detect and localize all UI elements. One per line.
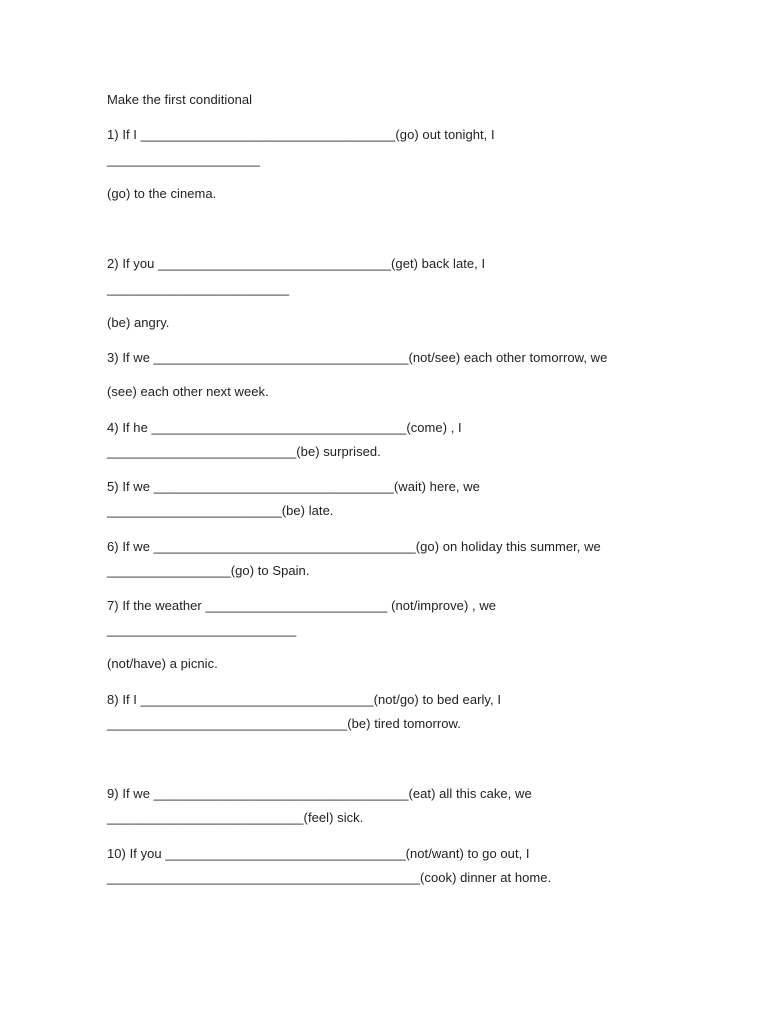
worksheet-title: Make the first conditional bbox=[107, 92, 253, 107]
exercise-7-line-2: __________________________ bbox=[107, 622, 297, 637]
exercise-9-line-1: 9) If we ___________________________________(eat) all this cake, we bbox=[107, 786, 532, 801]
exercise-3-line-2: (see) each other next week. bbox=[107, 384, 269, 399]
exercise-8-line-1: 8) If I ________________________________(not/go) to bed early, I bbox=[107, 692, 502, 707]
exercise-4-line-1: 4) If he ___________________________________(come) , I bbox=[107, 420, 462, 435]
exercise-1-line-1: 1) If I ___________________________________(go) out tonight, I bbox=[107, 127, 495, 142]
exercise-7-line-3: (not/have) a picnic. bbox=[107, 656, 218, 671]
exercise-9-line-2: ___________________________(feel) sick. bbox=[107, 810, 364, 825]
exercise-3-line-1: 3) If we ___________________________________(not/see) each other tomorrow, we bbox=[107, 350, 608, 365]
exercise-2-line-1: 2) If you ________________________________(get) back late, I bbox=[107, 256, 486, 271]
exercise-1-line-2: _____________________ bbox=[107, 152, 260, 167]
exercise-4-line-2: __________________________(be) surprised. bbox=[107, 444, 381, 459]
exercise-7-line-1: 7) If the weather _________________________ (not/improve) , we bbox=[107, 598, 497, 613]
exercise-5-line-1: 5) If we _________________________________(wait) here, we bbox=[107, 479, 480, 494]
exercise-1-line-3: (go) to the cinema. bbox=[107, 186, 217, 201]
exercise-5-line-2: ________________________(be) late. bbox=[107, 503, 334, 518]
exercise-8-line-2: _________________________________(be) tired tomorrow. bbox=[107, 716, 461, 731]
exercise-6-line-1: 6) If we ____________________________________(go) on holiday this summer, we bbox=[107, 539, 601, 554]
exercise-6-line-2: _________________(go) to Spain. bbox=[107, 563, 310, 578]
exercise-2-line-3: (be) angry. bbox=[107, 315, 170, 330]
exercise-10-line-2: ___________________________________________(cook) dinner at home. bbox=[107, 870, 552, 885]
exercise-10-line-1: 10) If you _________________________________(not/want) to go out, I bbox=[107, 846, 530, 861]
exercise-2-line-2: _________________________ bbox=[107, 281, 289, 296]
